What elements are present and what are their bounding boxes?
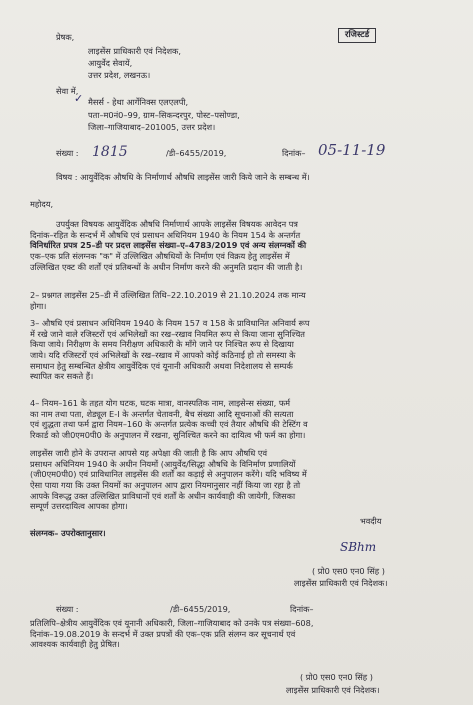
copy-paragraph bbox=[30, 618, 450, 650]
p5-line-3: (जी0एम0पी0) एवं प्राविधानित लाइसेंस की शर्तों का कड़ाई से अनुपालन करेंगे। यदि भविष्य में bbox=[30, 469, 307, 480]
p3-line-1: 3– औषधि एवं प्रसाधन अधिनियम 1940 के नियम 157 व 158 के प्राविधानित अनिवार्य रूप bbox=[30, 318, 310, 328]
recipient-line-1: मैसर्स - हेथा आर्गेनिक्स एलएलपी, bbox=[88, 97, 189, 107]
signature: SBhm bbox=[340, 540, 377, 554]
paragraph-5 bbox=[30, 448, 450, 512]
p1-line-5: उल्लिखित एक्ट की शर्तों एवं प्रतिबन्धों के अधीन निर्माण करने की अनुमति प्रदान की जाती है। bbox=[30, 261, 303, 272]
signatory2-name: ( प्रो0 एस0 एन0 सिंह ) bbox=[300, 672, 373, 682]
p3-line-4: जाये। यदि रजिस्टरों एवं अभिलेखों के रख–रखाव में आपको कोई कठिनाई हो तो समस्या के bbox=[30, 349, 296, 360]
enclosure-note: संलग्नक– उपरोक्तानुसार। bbox=[30, 528, 106, 538]
check-mark-icon: ✓ bbox=[74, 92, 84, 105]
subject-line: विषय : आयुर्वेदिक औषधि के निर्माणार्थ औषधि लाइसेंस जारी किये जाने के सम्बन्ध में। bbox=[56, 172, 310, 182]
p5-line-1: लाइसेंस जारी होने के उपरान्त आपसे यह अपेक्षा की जाती है कि आप औषधि एवं bbox=[30, 448, 268, 458]
registered-stamp: रजिस्टर्ड bbox=[338, 28, 376, 43]
closing-bhavdiya: भवदीय bbox=[360, 516, 382, 526]
copy-line-3: आवश्यक कार्यवाही हेतु प्रेषित। bbox=[30, 639, 120, 650]
copy-ref-date-label: दिनांक– bbox=[290, 604, 314, 614]
to-label: सेवा में, bbox=[56, 86, 79, 96]
recipient-line-3: जिला–गाजियाबाद–201005, उत्तर प्रदेश। bbox=[88, 122, 216, 132]
salutation: महोदय, bbox=[30, 199, 54, 209]
p2-line-2: होगा। bbox=[30, 300, 47, 311]
p2-line-1: 2– प्रश्नगत लाइसेंस 25–डी में उल्लिखित तिथि–22.10.2019 से 21.10.2024 तक मान्य bbox=[30, 290, 306, 300]
p4-line-4: रिकार्ड को जी0एम0पी0 के अनुपालन में रखना, सुनिश्चित करने का दायित्व भी फर्म का होगा। bbox=[30, 429, 306, 440]
p4-line-1: 4– नियम–161 के तहत योग घटक, घटक मात्रा, वानस्पतिक नाम, लाइसेन्स संख्या, फर्म bbox=[30, 398, 291, 408]
recipient-line-2: पता–म0नं0–99, ग्राम–सिकन्दरपुर, पोस्ट–पसोण्डा, bbox=[88, 110, 240, 120]
p3-line-3: किया जाये। निरीक्षण के समय निरीक्षण अधिकारी के माँगे जाने पर निश्चित रूप से दिखाया bbox=[30, 339, 294, 350]
copy-line-2: दिनांक–19.08.2019 के सन्दर्भ में उक्त प्रपत्रों की एक–एक प्रति संलग्न कर सूचनार्थ एवं bbox=[30, 628, 296, 639]
p1-line-1: उपर्युक्त विषयक आयुर्वेदिक औषधि निर्माणार्थ आपके लाइसेंस विषयक आवेदन पत्र bbox=[56, 219, 298, 229]
ref-number-label: संख्या : bbox=[56, 148, 79, 158]
paragraph-4 bbox=[30, 398, 450, 441]
sender-label: प्रेषक, bbox=[56, 32, 75, 42]
signatory-name: ( प्रो0 एस0 एन0 सिंह ) bbox=[312, 566, 385, 576]
ref-file-number: /डी–6455/2019, bbox=[166, 148, 227, 158]
p1-line-4: एक–एक प्रति संलग्नक "क" में उल्लिखित औषधियों के निर्माण एवं विक्रय हेतु लाइसेंस में bbox=[30, 250, 290, 261]
ref-date-label: दिनांक– bbox=[282, 148, 306, 158]
p3-line-5: समाधान हेतु सम्बन्धित क्षेत्रीय आयुर्वेदिक एवं यूनानी अधिकारी अथवा निदेशालय से सम्पर्क bbox=[30, 360, 293, 371]
p5-line-6: सम्पूर्ण उत्तरदायित्व आपका होगा। bbox=[30, 501, 128, 512]
p4-line-3: एवं शुद्धता तथा फर्म द्वारा नियम–160 के अन्तर्गत प्रत्येक कच्ची एवं तैयार औषधि की टेस्टिंग व bbox=[30, 419, 308, 430]
sender-line-1: लाइसेंस प्राधिकारी एवं निदेशक, bbox=[88, 46, 181, 56]
p3-line-2: में रखे जाने वाले रजिस्टरों एवं अभिलेखों का रख–रखाव नियमित रूप से किया जाना सुनिश्चित bbox=[30, 328, 305, 339]
sender-line-2: आयुर्वेद सेवायें, bbox=[88, 58, 133, 68]
p4-line-2: का नाम तथा पता, शेड्यूल E-I के अन्तर्गत चेतावनी, बैच संख्या आदि सूचनाओं की सत्यता bbox=[30, 408, 294, 419]
paragraph-1 bbox=[30, 219, 450, 272]
ref-number-handwritten: 1815 bbox=[92, 144, 128, 160]
copy-ref-file: /डी–6455/2019, bbox=[170, 604, 231, 614]
sender-line-3: उत्तर प्रदेश, लखनऊ। bbox=[88, 70, 151, 80]
signatory-title: लाइसेंस प्राधिकारी एवं निदेशक। bbox=[294, 578, 388, 588]
p5-line-5: आपके विरूद्ध उक्त उल्लिखित प्राविधानों एवं शर्तों के अधीन कार्यवाही की जायेगी, जिसका bbox=[30, 490, 296, 501]
ref-date-handwritten: 05-11-19 bbox=[318, 141, 386, 159]
paragraph-3 bbox=[30, 318, 450, 382]
copy-line-1: प्रतिलिपि–क्षेत्रीय आयुर्वेदिक एवं यूनानी अधिकारी, जिला–गाजियाबाद को उनके पत्र संख्या–608, bbox=[30, 618, 314, 628]
p3-line-6: स्थापित कर सकते हैं। bbox=[30, 371, 94, 382]
signatory2-title: लाइसेंस प्राधिकारी एवं निदेशक। bbox=[286, 685, 380, 695]
paragraph-2 bbox=[30, 290, 450, 311]
p5-line-2: प्रसाधन अधिनियम 1940 के अधीन नियमों (आयुर्वेद/सिद्धा औषधि के विनिर्माण प्रणालियों bbox=[30, 458, 296, 469]
copy-ref-label: संख्या : bbox=[56, 604, 79, 614]
p1-line-3: विनिर्धारित प्रपत्र 25–डी पर प्रदत्त लाइसेंस संख्या–ए–4783/2019 एवं अन्य संलग्नकों की bbox=[30, 240, 307, 251]
p5-line-4: ऐसा पाया गया कि उक्त नियमों का अनुपालन आप द्वारा नियमानुसार नहीं किया जा रहा है तो bbox=[30, 479, 301, 490]
p1-line-2: दिनांक–रहित के सन्दर्भ में औषधि एवं प्रसाधन अधिनियम 1940 के नियम 154 के अन्तर्गत bbox=[30, 229, 301, 240]
